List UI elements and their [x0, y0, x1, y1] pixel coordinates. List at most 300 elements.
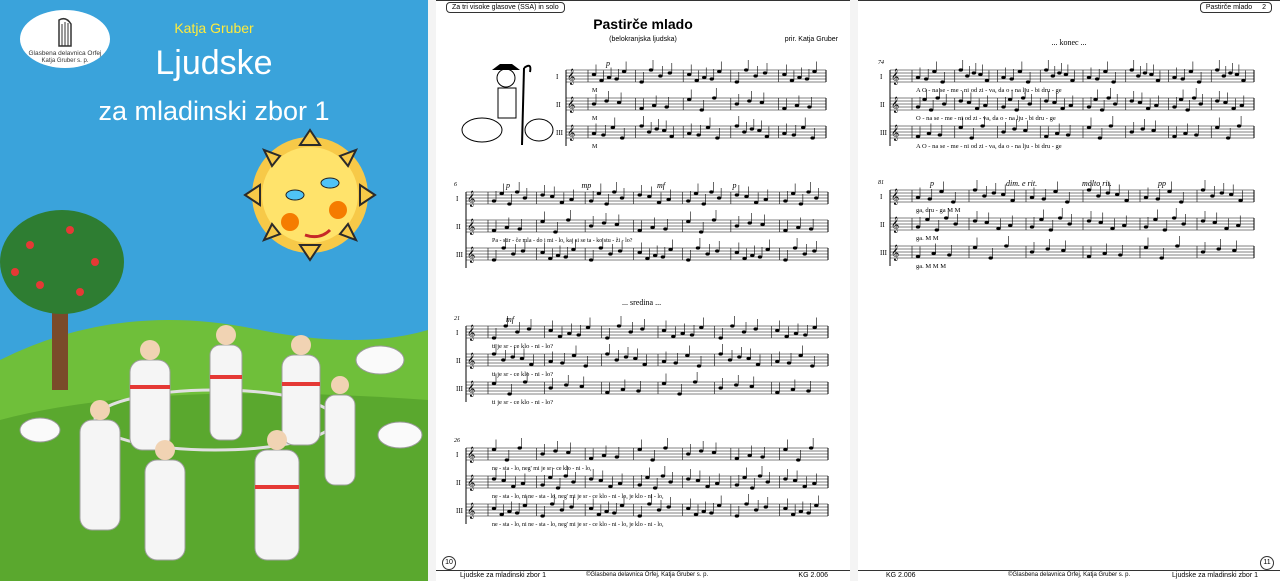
note-head: [935, 228, 939, 231]
staff-I: [456, 438, 828, 463]
note-head: [589, 199, 593, 202]
note-head: [1175, 244, 1179, 247]
note-head: [792, 133, 796, 136]
note-head: [548, 476, 552, 479]
note-head: [796, 458, 800, 461]
note-head: [1060, 107, 1064, 110]
note-head: [1226, 136, 1230, 139]
note-head: [1144, 246, 1148, 249]
note-head: [753, 327, 757, 330]
staff-II: [456, 210, 828, 235]
score-system: [454, 181, 828, 268]
note-head: [735, 124, 739, 127]
dynamic-marking: mf: [657, 181, 665, 190]
note-head: [505, 458, 509, 461]
treble-clef-icon: 𝄞: [467, 192, 476, 207]
note-head: [1100, 108, 1104, 111]
treble-clef-icon: 𝄞: [891, 98, 900, 113]
note-head: [1087, 219, 1091, 222]
note-head: [1201, 219, 1205, 222]
note-head: [746, 357, 750, 360]
note-head: [702, 510, 706, 513]
note-head: [592, 73, 596, 76]
measure-number: 21: [454, 316, 460, 322]
note-head: [690, 333, 694, 336]
note-head: [501, 246, 505, 249]
note-head: [1066, 133, 1070, 136]
voice-label: III: [456, 507, 463, 515]
page-number: 11: [1260, 556, 1274, 570]
note-head: [709, 511, 713, 514]
voice-label: II: [880, 221, 885, 229]
note-head: [1172, 135, 1176, 138]
note-head: [1087, 76, 1091, 79]
note-head: [753, 74, 757, 77]
note-head: [764, 198, 768, 201]
note-head: [1012, 127, 1016, 130]
note-head: [814, 196, 818, 199]
treble-clef-icon: 𝄞: [891, 246, 900, 261]
note-head: [806, 389, 810, 392]
note-head: [560, 201, 564, 204]
note-head: [1044, 135, 1048, 138]
note-head: [760, 101, 764, 104]
note-head: [696, 246, 700, 249]
note-head: [1172, 216, 1176, 219]
note-head: [1199, 102, 1203, 105]
note-head: [985, 79, 989, 82]
note-head: [712, 218, 716, 221]
note-head: [996, 227, 1000, 230]
note-head: [807, 105, 811, 108]
note-head: [515, 190, 519, 193]
note-head: [540, 251, 544, 254]
note-head: [1151, 129, 1155, 132]
note-head: [511, 252, 515, 255]
note-head: [647, 195, 651, 198]
note-head: [1010, 199, 1014, 202]
note-head: [929, 108, 933, 111]
note-head: [803, 333, 807, 336]
note-head: [605, 391, 609, 394]
note-head: [787, 361, 791, 364]
note-head: [1052, 101, 1056, 104]
note-head: [556, 254, 560, 257]
lyrics-voice-II: ti je sr - ce klo - ni - lo?: [492, 371, 554, 378]
note-head: [718, 352, 722, 355]
note-head: [775, 391, 779, 394]
note-head: [735, 193, 739, 196]
note-head: [1229, 193, 1233, 196]
lyrics-voice-I: ga, dru - ga M M: [916, 207, 961, 214]
dynamic-marking: p: [732, 181, 737, 190]
note-head: [803, 485, 807, 488]
note-head: [664, 105, 668, 108]
note-head: [1030, 196, 1034, 199]
footer-center: ©Glasbena delavnica Orfej, Katja Gruber s. p.: [1008, 572, 1131, 578]
note-head: [569, 198, 573, 201]
note-head: [510, 355, 514, 358]
note-head: [622, 70, 626, 73]
note-head: [597, 192, 601, 195]
note-head: [1124, 199, 1128, 202]
note-head: [803, 252, 807, 255]
note-head: [975, 107, 979, 110]
note-head: [951, 200, 955, 203]
note-head: [540, 452, 544, 455]
note-head: [1213, 221, 1217, 224]
note-head: [1061, 249, 1065, 252]
note-head: [988, 256, 992, 259]
note-head: [1111, 80, 1115, 83]
note-head: [793, 479, 797, 482]
note-head: [1216, 247, 1220, 250]
treble-clef-icon: 𝄞: [891, 190, 900, 205]
note-head: [763, 71, 767, 74]
note-head: [604, 510, 608, 513]
note-head: [715, 249, 719, 252]
cover-illustration: [0, 0, 428, 581]
note-head: [1130, 99, 1134, 102]
note-head: [992, 191, 996, 194]
note-head: [558, 335, 562, 338]
note-head: [515, 330, 519, 333]
note-head: [1096, 194, 1100, 197]
note-head: [650, 458, 654, 461]
note-head: [801, 126, 805, 129]
note-head: [744, 68, 748, 71]
note-head: [605, 352, 609, 355]
note-head: [1241, 79, 1245, 82]
note-head: [1231, 107, 1235, 110]
measure-number: 74: [878, 60, 884, 66]
note-head: [1215, 99, 1219, 102]
note-head: [814, 504, 818, 507]
score-title: Pastirče mlado: [593, 16, 693, 32]
note-head: [718, 336, 722, 339]
note-head: [973, 188, 977, 191]
note-head: [1087, 255, 1091, 258]
note-head: [764, 505, 768, 508]
note-head: [1018, 70, 1022, 73]
note-head: [1172, 105, 1176, 108]
note-head: [1051, 74, 1055, 77]
note-head: [928, 197, 932, 200]
note-head: [734, 383, 738, 386]
note-head: [564, 255, 568, 258]
note-head: [553, 230, 557, 233]
note-head: [1172, 76, 1176, 79]
note-head: [620, 504, 624, 507]
note-head: [642, 363, 646, 366]
voice-label: II: [456, 479, 461, 487]
note-head: [1130, 130, 1134, 133]
note-head: [939, 190, 943, 193]
score-subtitle: (belokranjska ljudska): [609, 36, 677, 43]
note-head: [1049, 228, 1053, 231]
note-head: [1138, 101, 1142, 104]
note-head: [1146, 107, 1150, 110]
note-head: [605, 336, 609, 339]
note-head: [1156, 79, 1160, 82]
note-head: [791, 513, 795, 516]
note-head: [1001, 105, 1005, 108]
note-head: [523, 380, 527, 383]
note-head: [661, 474, 665, 477]
note-head: [556, 486, 560, 489]
note-head: [744, 502, 748, 505]
note-head: [638, 229, 642, 232]
note-head: [1136, 74, 1140, 77]
note-head: [662, 382, 666, 385]
note-head: [1222, 74, 1226, 77]
note-head: [758, 474, 762, 477]
note-head: [1115, 193, 1119, 196]
note-head: [784, 335, 788, 338]
note-head: [806, 190, 810, 193]
note-head: [492, 382, 496, 385]
note-head: [973, 246, 977, 249]
note-head: [809, 227, 813, 230]
note-head: [794, 332, 798, 335]
note-head: [782, 132, 786, 135]
note-head: [1103, 70, 1107, 73]
note-head: [783, 477, 787, 480]
note-head: [500, 192, 504, 195]
note-head: [699, 449, 703, 452]
treble-clef-icon: 𝄞: [567, 98, 576, 113]
note-head: [661, 255, 665, 258]
note-head: [597, 513, 601, 516]
note-head: [687, 132, 691, 135]
treble-clef-icon: 𝄞: [467, 326, 476, 341]
note-head: [500, 513, 504, 516]
voice-label: II: [556, 101, 561, 109]
lyrics-voice-I: A O - na se - me - ni od zi - va, da o - na lju - bi dru - ge: [916, 87, 1062, 94]
note-head: [730, 324, 734, 327]
note-head: [1232, 249, 1236, 252]
note-head: [1167, 190, 1171, 193]
section-label-konec: ... konec ...: [1051, 38, 1087, 47]
treble-clef-icon: 𝄞: [567, 70, 576, 85]
dynamic-marking: p: [506, 181, 510, 190]
note-head: [702, 202, 706, 205]
note-head: [521, 249, 525, 252]
note-head: [1223, 101, 1227, 104]
note-head: [507, 392, 511, 395]
note-head: [742, 330, 746, 333]
note-head: [628, 330, 632, 333]
note-head: [1224, 227, 1228, 230]
note-head: [592, 132, 596, 135]
note-head: [717, 70, 721, 73]
note-head: [1179, 200, 1183, 203]
note-head: [638, 448, 642, 451]
note-head: [1237, 124, 1241, 127]
dynamic-marking: mp: [581, 181, 592, 190]
note-head: [686, 507, 690, 510]
measure-number: 81: [878, 180, 884, 186]
note-head: [699, 230, 703, 233]
logo-name: Glasbena delavnica Orfej: [28, 50, 102, 57]
note-head: [735, 514, 739, 517]
note-head: [735, 80, 739, 83]
note-head: [935, 96, 939, 99]
note-head: [505, 226, 509, 229]
note-head: [1192, 96, 1196, 99]
note-head: [569, 505, 573, 508]
note-head: [1070, 79, 1074, 82]
note-head: [507, 202, 511, 205]
note-head: [938, 133, 942, 136]
note-head: [953, 222, 957, 225]
voice-label: II: [456, 357, 461, 365]
note-head: [560, 508, 564, 511]
note-head: [916, 225, 920, 228]
voice-label: I: [880, 193, 883, 201]
cover-subtitle: za mladinski zbor 1: [98, 96, 330, 126]
note-head: [1106, 96, 1110, 99]
dynamic-marking: p: [606, 59, 610, 68]
note-head: [959, 68, 963, 71]
lyrics-voice-II: O - na se - me - ni od zi - va, da o - na lju - bi dru - ge: [916, 115, 1056, 122]
note-head: [812, 482, 816, 485]
note-head: [916, 255, 920, 258]
cover-author: Katja Gruber: [174, 20, 254, 36]
note-head: [737, 355, 741, 358]
note-head: [589, 457, 593, 460]
note-head: [760, 455, 764, 458]
note-head: [1069, 104, 1073, 107]
note-head: [1026, 80, 1030, 83]
treble-clef-icon: 𝄞: [467, 382, 476, 397]
note-head: [638, 193, 642, 196]
note-head: [580, 385, 584, 388]
note-head: [791, 388, 795, 391]
note-head: [685, 354, 689, 357]
note-head: [717, 196, 721, 199]
note-head: [924, 77, 928, 80]
note-head: [687, 98, 691, 101]
lyrics-voice-II: ga. M M: [916, 235, 939, 242]
note-head: [687, 73, 691, 76]
note-head: [523, 196, 527, 199]
note-head: [515, 511, 519, 514]
note-head: [978, 73, 982, 76]
note-head: [1236, 224, 1240, 227]
note-head: [602, 221, 606, 224]
note-head: [492, 229, 496, 232]
note-head: [599, 479, 603, 482]
dynamic-marking: molto rit.: [1082, 179, 1112, 188]
note-head: [782, 73, 786, 76]
note-head: [758, 255, 762, 258]
note-head: [589, 258, 593, 261]
note-head: [969, 136, 973, 139]
note-head: [1215, 126, 1219, 129]
note-head: [650, 226, 654, 229]
note-head: [657, 201, 661, 204]
section-label-sredina: ... sredina ...: [622, 298, 662, 307]
note-head: [980, 124, 984, 127]
note-head: [523, 504, 527, 507]
voice-label: III: [456, 251, 463, 259]
treble-clef-icon: 𝄞: [467, 476, 476, 491]
note-head: [640, 327, 644, 330]
note-head: [620, 196, 624, 199]
note-head: [548, 360, 552, 363]
lyrics-voice-II: Pa - stir - če mla - do i mi - lo, kaj si se ta - ko stu - ži - lo?: [492, 238, 633, 244]
note-head: [944, 216, 948, 219]
footer-right: KG 2.006: [798, 572, 828, 579]
note-head: [686, 258, 690, 261]
note-head: [1045, 247, 1049, 250]
note-head: [715, 136, 719, 139]
header-title: Pastirče mlado: [1205, 4, 1253, 11]
note-head: [618, 249, 622, 252]
note-head: [1039, 218, 1043, 221]
note-head: [615, 455, 619, 458]
note-head: [1235, 73, 1239, 76]
voice-label: I: [556, 73, 559, 81]
score-page-10: [436, 0, 850, 581]
note-head: [624, 355, 628, 358]
note-head: [1179, 98, 1183, 101]
dynamic-marking: p: [930, 179, 934, 188]
note-head: [518, 446, 522, 449]
dynamic-marking: pp: [1158, 179, 1166, 188]
score-system: [878, 179, 1254, 270]
note-head: [1001, 130, 1005, 133]
note-head: [639, 107, 643, 110]
note-head: [638, 483, 642, 486]
voice-label: III: [456, 385, 463, 393]
note-head: [1009, 77, 1013, 80]
note-head: [608, 485, 612, 488]
note-head: [1087, 188, 1091, 191]
note-head: [1095, 77, 1099, 80]
note-head: [742, 130, 746, 133]
treble-clef-icon: 𝄞: [891, 126, 900, 141]
note-head: [1240, 104, 1244, 107]
note-head: [680, 332, 684, 335]
note-head: [1113, 102, 1117, 105]
note-head: [693, 380, 697, 383]
cover-title: Ljudske: [155, 44, 273, 82]
note-head: [812, 326, 816, 329]
voice-label: III: [880, 249, 887, 257]
note-head: [589, 224, 593, 227]
footer-left: Ljudske za mladinski zbor 1: [460, 572, 546, 579]
footer-left: KG 2.006: [886, 572, 916, 579]
note-head: [636, 389, 640, 392]
note-head: [566, 451, 570, 454]
note-head: [647, 502, 651, 505]
note-head: [756, 363, 760, 366]
arranger: prir. Katja Gruber: [784, 36, 838, 43]
note-head: [1156, 197, 1160, 200]
note-head: [1183, 132, 1187, 135]
note-head: [492, 352, 496, 355]
note-head: [1185, 108, 1189, 111]
note-head: [645, 257, 649, 260]
note-head: [709, 190, 713, 193]
note-head: [576, 333, 580, 336]
note-head: [766, 248, 770, 251]
note-head: [742, 257, 746, 260]
note-head: [972, 71, 976, 74]
note-head: [712, 96, 716, 99]
